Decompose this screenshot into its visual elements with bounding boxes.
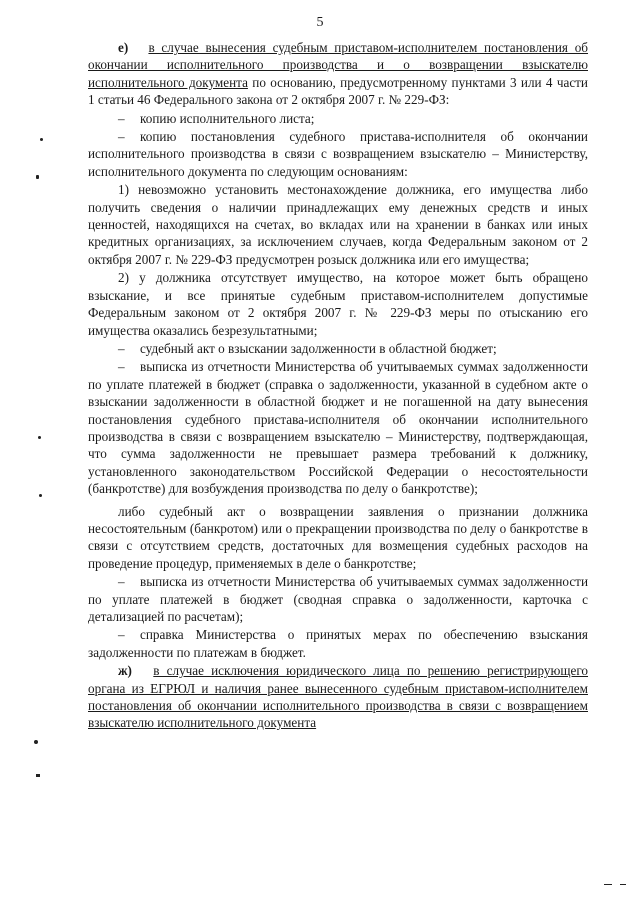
list-item-court-act: – судебный акт о взыскании задолженности в областной бюджет; (118, 340, 497, 356)
scan-dot-mark (36, 175, 39, 179)
list-item-summary-extract: – выписка из отчетности Министерства об учитываемых суммах задолженности по уплате платежей в бюджет (сводная справка о задолженности, карточка с детализацией по расчетам); (88, 574, 588, 624)
scan-dash-mark (620, 884, 626, 885)
page-number: 5 (316, 15, 324, 30)
list-item-writ-copy: – копию исполнительного листа; (118, 110, 315, 126)
scan-dash-mark (604, 884, 612, 885)
dash-marker: – (118, 340, 125, 356)
dash-marker: – (118, 627, 125, 643)
paragraph-e (88, 39, 588, 109)
paragraph-e-rest: по основанию, предусмотренному пунктами 3 или 4 части 1 статьи 46 Федерального закона от 2 октября 2007 г. № 229-ФЗ: (88, 74, 588, 108)
scan-dot-mark (39, 494, 42, 497)
paragraph-zh (88, 662, 588, 732)
scan-dot-mark (40, 138, 43, 141)
paragraph-e-label: е) (118, 40, 129, 55)
paragraph-zh-label: ж) (118, 663, 132, 679)
scan-dot-mark (38, 436, 41, 439)
scan-dot-mark (34, 740, 38, 744)
document-body (88, 39, 588, 732)
list-item-resolution-copy: – копию постановления судебного пристава-исполнителя об окончании исполнительного производства в связи с возвращением взыскателю – Министерству, исполнительного документа по следующим основаниям: (88, 129, 588, 179)
paragraph-zh-condition: в случае исключения юридического лица по решению регистрирующего органа из ЕГРЮЛ и наличия ранее вынесенного судебным приставом-исполнителем постановления об окончании исполнительного производства в связи с возвращением взыскателю исполнительного документа (88, 663, 589, 731)
paragraph-alternative-court-act: либо судебный акт о возвращении заявления о признании должника несостоятельным (банкротом) или о прекращении производства по делу о банкротстве в связи с отсутствием средств, достаточных для возмещения судебных расходов на проведение процедур, применяемых в деле о банкротстве; (88, 503, 588, 571)
ground-2: 2) у должника отсутствует имущество, на которое может быть обращено взыскание, и все принятые судебным приставом-исполнителем допустимые Федеральным законом от 2 октября 2007 г. № 229-ФЗ меры по отысканию его имущества оказались безрезультатными; (88, 270, 588, 338)
list-item-ministry-extract: – выписка из отчетности Министерства об учитываемых суммах задолженности по уплате платежей в бюджет (справка о задолженности, указанной в судебном акте о взыскании задолженности в областной бюджет и не погашенной на дату вынесения постановления судебного пристава-исполнителя об окончании исполнительного производства в связи с возвращением взыскателю – Министерству, подтверждающая, что сумма задолженности не превышает размера требований к должнику, установленного законодательством Российской Федерации о несостоятельности (банкротстве) для возбуждения производства по делу о банкротстве); (88, 359, 588, 497)
list-item-ministry-certificate: – справка Министерства о принятых мерах по обеспечению взыскания задолженности по платежам в бюджет. (88, 627, 588, 660)
dash-marker: – (118, 110, 125, 126)
dash-marker: – (118, 574, 125, 590)
dash-marker: – (118, 359, 125, 375)
ground-1: 1) невозможно установить местонахождение должника, его имущества либо получить сведения о наличии принадлежащих ему денежных средств и иных ценностей, находящихся на счетах, во вкладах или на хранении в банках или иных кредитных организациях, за исключением случаев, когда Федеральным законом от 2 октября 2007 г. № 229-ФЗ предусмотрен розыск должника или его имущества; (88, 182, 588, 267)
dash-marker: – (118, 129, 125, 145)
scan-dash-mark (36, 774, 40, 777)
paragraph-e-condition: в случае вынесения судебным приставом-исполнителем постановления об окончании исполнительного производства и о возвращении взыскателю исполнительного документа (88, 40, 589, 90)
